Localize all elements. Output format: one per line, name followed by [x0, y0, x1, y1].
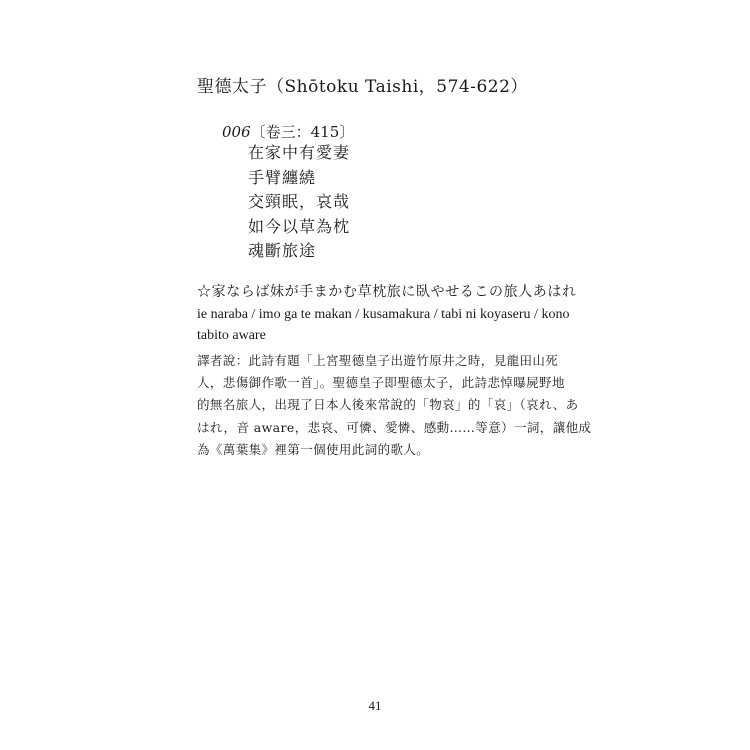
romanization-line: tabito aware [197, 328, 266, 343]
poem-line: 在家中有愛妻 [248, 143, 351, 162]
poem-line: 交頸眠，哀哉 [248, 192, 351, 211]
note-line: 人，悲傷御作歌一首」。聖德皇子即聖德太子，此詩悲悼曝屍野地 [197, 375, 565, 391]
note-line: 譯者說：此詩有題「上宮聖德皇子出遊竹原井之時，見龍田山死 [197, 353, 559, 368]
page-number: 41 [368, 698, 382, 713]
romanization [197, 304, 570, 346]
poem-line: 如今以草為枕 [248, 216, 351, 236]
note-line: 的無名旅人，出現了日本人後來常說的「物哀」的「哀」（哀れ、あ [197, 397, 579, 413]
original-japanese-text: ☆家ならば妹が手まかむ草枕旅に臥やせるこの旅人あはれ [197, 284, 577, 300]
poem-line: 魂斷旅途 [248, 241, 317, 260]
poem-header [222, 121, 354, 142]
author-heading: 聖德太子（Shōtoku Taishi，574-622） [197, 77, 528, 97]
note-line: はれ，音 aware，悲哀、可憐、愛憐、感動……等意）一詞，讓他成 [197, 419, 592, 435]
poem-number: 006 [222, 123, 251, 141]
poem-translation [248, 141, 350, 264]
translator-note [197, 350, 592, 461]
poem-source: 〔卷三：415〕 [250, 123, 355, 141]
romanization-line: ie naraba / imo ga te makan / kusamakura / tabi ni koyaseru / kono [197, 307, 570, 322]
poem-line: 手臂纏繞 [248, 167, 317, 187]
note-line: 為《萬葉集》裡第一個使用此詞的歌人。 [197, 441, 430, 457]
